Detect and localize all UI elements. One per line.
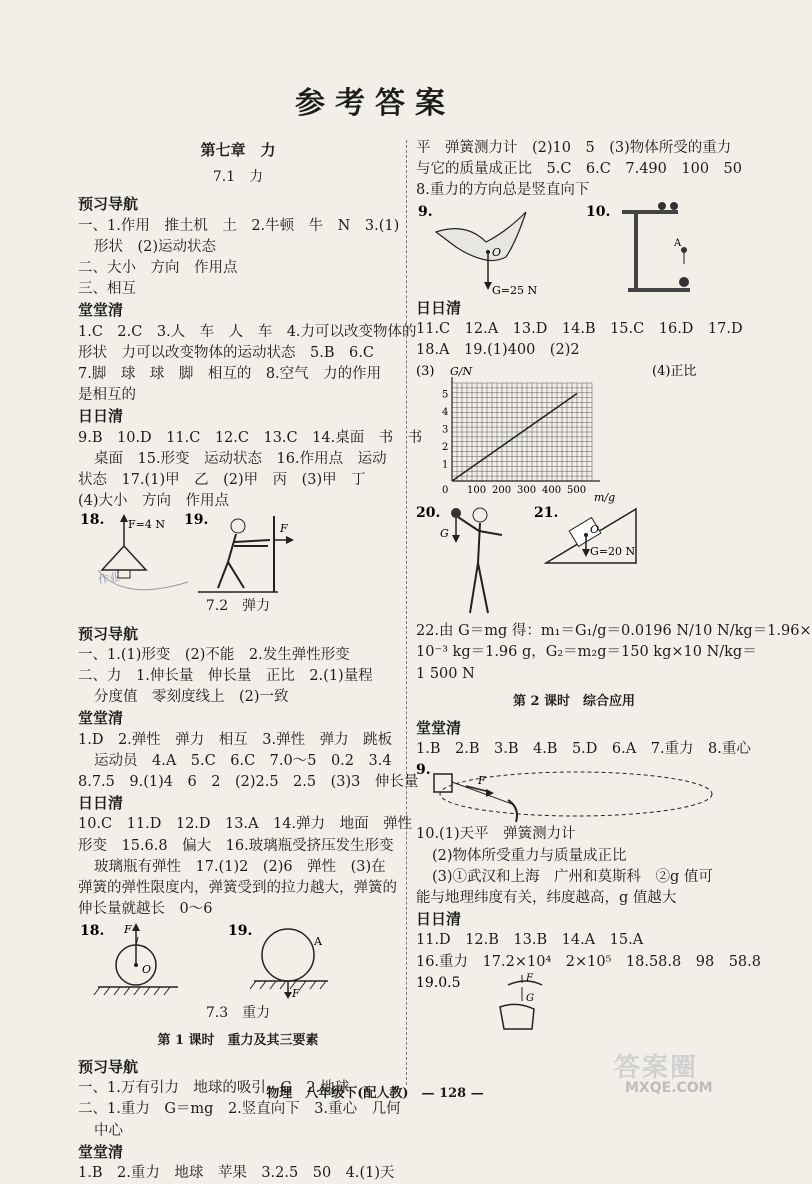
section-7-3: 7.3 重力 — [205, 1004, 271, 1021]
figure-row-18b-19b — [78, 921, 398, 1001]
lesson-1-title: 第 1 课时 重力及其三要素 — [157, 1032, 319, 1048]
answer-line: 11.D 12.B 13.B 14.A 15.A — [416, 932, 644, 949]
heading-class: 堂堂清 — [78, 709, 124, 728]
chart-line — [452, 394, 577, 482]
answer-line: 16.重力 17.2×10⁴ 2×10⁵ 18.58.8 98 58.8 — [416, 953, 761, 970]
x-tick-label: 500 — [567, 485, 587, 497]
answer-line: 1 500 N — [416, 665, 475, 682]
answer-line: 10⁻³ kg＝1.96 g，G₂＝m₂g＝150 kg×10 N/kg＝ — [416, 644, 757, 661]
answer-line: 桌面 15.形变 运动状态 16.作用点 运动 — [94, 450, 387, 467]
base — [628, 288, 690, 292]
force-label: F — [526, 972, 533, 984]
left-column — [78, 138, 423, 1184]
origin-label: 0 — [442, 485, 449, 497]
figure-18-label: 18. — [80, 512, 105, 529]
figure-10-label: 10. — [586, 203, 611, 220]
arrow-head — [452, 535, 460, 543]
chart-row — [416, 361, 732, 503]
watermark-text: 作业 — [97, 570, 121, 587]
lesson-2-title: 第 2 课时 综合应用 — [512, 693, 636, 709]
heading-preview: 预习导航 — [78, 195, 139, 214]
answer-line: 1.B 2.重力 地球 苹果 3.2.5 50 4.(1)天 — [78, 1164, 395, 1181]
answer-line: 一、1.万有引力 地球的吸引 G 2.地球 — [78, 1080, 350, 1097]
answer-line: 形变 15.6.8 偏大 16.玻璃瓶受挤压发生形变 — [78, 837, 394, 854]
g-m-chart — [416, 361, 732, 503]
force-label: F — [292, 986, 300, 1000]
figure-row-20-21 — [416, 503, 732, 621]
answer-line: 二、1.重力 G＝mg 2.竖直向下 3.重心 几何 — [78, 1101, 401, 1118]
page-footer: 物理 八年级下(配人教) — 128 — — [266, 1086, 484, 1101]
heading-daily: 日日清 — [78, 407, 124, 426]
y-tick-label: 4 — [442, 407, 449, 419]
force-label: G=20 N — [590, 545, 636, 559]
figure-19-label: 19. — [184, 512, 209, 529]
force-label: F=4 N — [128, 518, 165, 532]
answer-line: 能与地理纬度有关，纬度越高，g 值越大 — [416, 890, 677, 907]
answer-line: 8.重力的方向总是竖直向下 — [416, 182, 590, 199]
point-label: O — [142, 962, 152, 976]
answer-line: 形状 力可以改变物体的运动状态 5.B 6.C — [78, 344, 374, 361]
answer-line: 二、大小 方向 作用点 — [78, 260, 238, 277]
heading-class: 堂堂清 — [416, 719, 462, 738]
force-label: G=25 N — [492, 283, 538, 297]
force-label: F — [124, 922, 132, 936]
page-title: 参考答案 — [295, 86, 455, 121]
y-tick-label: 5 — [442, 389, 449, 401]
figure-19b-label: 19. — [228, 922, 253, 939]
point-label: O — [590, 523, 600, 537]
answer-line: (2)物体所受重力与质量成正比 — [432, 847, 627, 864]
figure-19r-svg — [416, 973, 732, 1033]
figure-row-9-10 — [416, 202, 732, 298]
figure-18b-label: 18. — [80, 922, 105, 939]
site-url-stamp: MXQE.COM — [625, 1080, 713, 1096]
answer-line: 平 弹簧测力计 (2)10 5 (3)物体所受的重力 — [416, 140, 732, 156]
answer-line: 三、相互 — [78, 281, 136, 298]
answer-line: 状态 17.(1)甲 乙 (2)甲 丙 (3)甲 丁 — [78, 472, 366, 489]
answer-line: (3)①武汉和上海 广州和莫斯科 ②g 值可 — [432, 868, 713, 885]
column-divider — [406, 140, 407, 1085]
heading-preview: 预习导航 — [78, 1057, 139, 1076]
person-body — [458, 517, 502, 613]
arrow-head — [284, 992, 292, 999]
x-axis-label: m/g — [594, 491, 616, 505]
answer-line: 1.C 2.C 3.人 车 人 车 4.力可以改变物体的 — [78, 323, 417, 340]
chapter-heading: 第七章 力 — [200, 141, 276, 159]
figure-21-label: 21. — [534, 505, 559, 522]
arrow-head — [582, 549, 590, 557]
y-tick-label: 2 — [442, 442, 449, 454]
point-label: A — [314, 934, 322, 948]
answer-line: 玻璃瓶有弹性 17.(1)2 (2)6 弹性 (3)在 — [94, 858, 386, 875]
figure-row-19r — [416, 973, 732, 1033]
x-tick-label: 300 — [517, 485, 537, 497]
force-label: F — [478, 774, 486, 788]
figure-20-label: 20. — [416, 505, 441, 522]
answer-line: (4)大小 方向 作用点 — [78, 493, 230, 510]
arrow-head — [132, 923, 140, 931]
chart-ticks — [442, 390, 586, 497]
force-label: F — [280, 522, 288, 536]
heading-daily: 日日清 — [416, 910, 462, 929]
answer-line: 22.由 G＝mg 得：m₁＝G₁/g＝0.0196 N/10 N/kg＝1.96× — [416, 623, 812, 640]
beam — [622, 210, 678, 214]
x-tick-label: 400 — [542, 485, 562, 497]
answer-line: 运动员 4.A 5.C 6.C 7.0～5 0.2 3.4 — [94, 752, 392, 769]
answer-line: 7.脚 球 球 脚 相互的 8.空气 力的作用 — [78, 366, 382, 383]
arrow-head — [484, 282, 492, 290]
ball — [451, 508, 461, 518]
answer-line: 11.C 12.A 13.D 14.B 15.C 16.D 17.D — [416, 320, 743, 337]
force-label: G — [440, 527, 449, 541]
person-head — [473, 508, 487, 522]
figure-9-10-svg — [416, 202, 732, 298]
x-tick-label: 200 — [492, 485, 512, 497]
figure-9b-label: 9. — [416, 762, 431, 779]
answer-line: 18.A 19.(1)400 (2)2 — [416, 342, 580, 359]
answer-line: 与它的质量成正比 5.C 6.C 7.490 100 50 — [416, 161, 742, 178]
answer-line: 一、1.(1)形变 (2)不能 2.发生弹性形变 — [78, 646, 350, 663]
answer-line: 中心 — [94, 1122, 123, 1139]
answer-line: 弹簧的弹性限度内，弹簧受到的拉力越大，弹簧的 — [78, 880, 397, 897]
answer-line: 分度值 零刻度线上 (2)一致 — [94, 689, 289, 706]
answer-line: 是相互的 — [78, 387, 136, 404]
section-7-2: 7.2 弹力 — [205, 598, 271, 615]
ball — [658, 202, 666, 210]
figure-9-label: 9. — [418, 203, 433, 220]
arrow-head — [120, 514, 128, 522]
right-column — [416, 138, 812, 1033]
answer-line: 伸长量就越长 0～6 — [78, 901, 213, 918]
answer-line: 8.7.5 9.(1)4 6 2 (2)2.5 2.5 (3)3 伸长量 — [78, 774, 419, 791]
figure-18-19-svg — [78, 512, 398, 596]
arrow-head — [286, 536, 294, 544]
heading-class: 堂堂清 — [78, 301, 124, 320]
person-body — [218, 534, 270, 588]
site-stamp: 答案圈 — [614, 1053, 699, 1083]
hand-drawing — [500, 1004, 534, 1029]
x-tick-label: 100 — [467, 485, 487, 497]
chart-suffix: (4)正比 — [652, 364, 697, 380]
answer-line: 10.C 11.D 12.D 13.A 14.弹力 地面 弹性 — [78, 816, 413, 833]
point-label: A — [674, 237, 682, 249]
ball — [679, 277, 689, 287]
point-label: O — [492, 245, 502, 259]
answer-line: 二、力 1.伸长量 伸长量 正比 2.(1)量程 — [78, 668, 373, 685]
figure-row-9b — [416, 760, 732, 824]
answer-19: 19.0.5 — [416, 974, 461, 991]
figure-18b-19b-svg — [78, 921, 398, 1001]
figure-row-18-19 — [78, 512, 398, 596]
heading-preview: 预习导航 — [78, 624, 139, 643]
force-label: G — [526, 992, 534, 1004]
ball — [670, 202, 678, 210]
eagle-drawing — [436, 212, 526, 261]
answer-line: 形状 (2)运动状态 — [94, 238, 217, 255]
spoon-drawing — [508, 981, 542, 985]
ground-hatch — [94, 987, 170, 995]
figure-20-21-svg — [416, 503, 732, 621]
y-tick-label: 3 — [442, 424, 449, 436]
answer-line: 9.B 10.D 11.C 12.C 13.C 14.桌面 书 书 — [78, 429, 423, 446]
heading-class: 堂堂清 — [78, 1142, 124, 1161]
section-7-1: 7.1 力 — [212, 169, 264, 186]
y-axis-label: G/N — [450, 365, 473, 379]
answer-line: 1.B 2.B 3.B 4.B 5.D 6.A 7.重力 8.重心 — [416, 741, 751, 758]
post — [634, 214, 638, 290]
y-tick-label: 1 — [442, 459, 449, 471]
heading-daily: 日日清 — [416, 298, 462, 317]
chart-prefix: (3) — [416, 364, 435, 380]
person-head — [231, 519, 245, 533]
answer-line: 一、1.作用 推土机 土 2.牛顿 牛 N 3.(1) — [78, 217, 400, 234]
answer-line: 1.D 2.弹性 弹力 相互 3.弹性 弹力 跳板 — [78, 731, 393, 748]
answer-line: 10.(1)天平 弹簧测力计 — [416, 826, 576, 843]
ball-circle — [262, 929, 314, 981]
figure-9b-svg — [416, 760, 732, 824]
heading-daily: 日日清 — [78, 794, 124, 813]
